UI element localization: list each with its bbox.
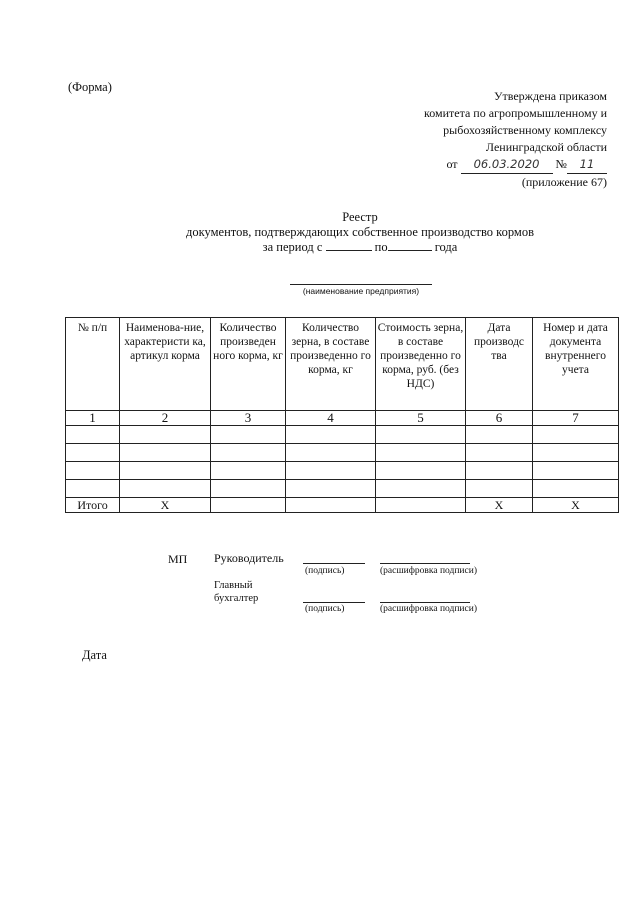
enterprise-name-block	[290, 274, 432, 296]
table-cell[interactable]	[533, 426, 619, 444]
total-row	[66, 498, 619, 513]
table-cell[interactable]	[211, 444, 286, 462]
column-number: 6	[466, 411, 533, 426]
table-row	[66, 426, 619, 444]
table-cell[interactable]	[533, 480, 619, 498]
table-cell[interactable]	[376, 462, 466, 480]
chief-label-line-1: Главный	[214, 580, 253, 591]
period-to-field[interactable]	[388, 250, 432, 251]
total-cell: Х	[120, 498, 211, 513]
header-cell: Наименова-ние, характеристи ка, артикул корма	[120, 318, 211, 411]
table-cell[interactable]	[120, 444, 211, 462]
period-prefix: за период с	[262, 240, 323, 254]
head-decoding-field[interactable]	[380, 551, 470, 564]
table-cell[interactable]	[376, 480, 466, 498]
from-prefix: от	[446, 157, 458, 171]
table-cell[interactable]	[286, 426, 376, 444]
table-cell[interactable]	[286, 462, 376, 480]
table-cell[interactable]	[376, 444, 466, 462]
approval-line-3: рыбохозяйственному комплексу	[443, 123, 607, 137]
approval-line-4: Ленинградской области	[485, 140, 607, 154]
table-cell[interactable]	[66, 426, 120, 444]
table-row	[66, 462, 619, 480]
chief-label-line-2: бухгалтер	[214, 593, 259, 604]
table-cell[interactable]	[66, 462, 120, 480]
register-table	[65, 317, 619, 513]
table-cell[interactable]	[120, 480, 211, 498]
enterprise-name-field[interactable]	[290, 284, 432, 285]
approval-line-2: комитета по агропромышленному и	[424, 106, 607, 120]
stamp-label: МП	[168, 552, 188, 566]
table-row	[66, 444, 619, 462]
period-from-field[interactable]	[326, 250, 372, 251]
header-cell: Стоимость зерна, в составе произведенно го корма, руб. (без НДС)	[376, 318, 466, 411]
column-number: 3	[211, 411, 286, 426]
table-cell[interactable]	[466, 462, 533, 480]
table-cell[interactable]	[120, 462, 211, 480]
total-cell: Х	[533, 498, 619, 513]
approval-line-1: Утверждена приказом	[494, 89, 607, 103]
date-label: Дата	[82, 648, 107, 662]
column-number: 2	[120, 411, 211, 426]
document-title: Реестр	[342, 210, 378, 224]
head-decoding-caption: (расшифровка подписи)	[380, 566, 477, 576]
table-cell[interactable]	[466, 480, 533, 498]
total-label: Итого	[66, 498, 120, 513]
appendix-note: (приложение 67)	[521, 175, 607, 189]
header-row	[66, 318, 619, 411]
approval-date-value: 06.03.2020	[461, 156, 553, 174]
approval-number-value: 11	[567, 156, 607, 174]
table-cell[interactable]	[466, 444, 533, 462]
table-cell[interactable]	[533, 462, 619, 480]
table-cell[interactable]	[466, 426, 533, 444]
table-cell[interactable]	[211, 462, 286, 480]
table-cell[interactable]	[211, 426, 286, 444]
period-line	[0, 240, 640, 255]
chief-decoding-field[interactable]	[380, 590, 470, 603]
head-signature-caption: (подпись)	[305, 566, 345, 576]
header-cell: Дата производс тва	[466, 318, 533, 411]
document-subtitle: документов, подтверждающих собственное производство кормов	[186, 225, 534, 239]
table-cell[interactable]	[286, 480, 376, 498]
table-cell[interactable]	[120, 426, 211, 444]
column-number: 5	[376, 411, 466, 426]
table-row	[66, 480, 619, 498]
header-cell: Количество произведен ного корма, кг	[211, 318, 286, 411]
column-number: 7	[533, 411, 619, 426]
head-label: Руководитель	[214, 551, 284, 565]
header-cell: Номер и дата документа внутреннего учета	[533, 318, 619, 411]
period-suffix: года	[434, 240, 458, 254]
column-number: 4	[286, 411, 376, 426]
head-signature-field[interactable]	[303, 551, 365, 564]
total-cell[interactable]	[286, 498, 376, 513]
table-cell[interactable]	[376, 426, 466, 444]
chief-decoding-caption: (расшифровка подписи)	[380, 604, 477, 614]
approval-date-line	[307, 156, 607, 174]
header-cell: Количество зерна, в составе произведенно го корма, кг	[286, 318, 376, 411]
enterprise-caption: (наименование предприятия)	[302, 286, 420, 296]
total-cell[interactable]	[376, 498, 466, 513]
form-label: (Форма)	[68, 80, 112, 94]
chief-signature-field[interactable]	[303, 590, 365, 603]
column-number-row	[66, 411, 619, 426]
column-number: 1	[66, 411, 120, 426]
table-cell[interactable]	[66, 444, 120, 462]
table-cell[interactable]	[286, 444, 376, 462]
total-cell: Х	[466, 498, 533, 513]
header-cell: № п/п	[66, 318, 120, 411]
total-cell[interactable]	[211, 498, 286, 513]
approval-block	[307, 88, 607, 191]
table-cell[interactable]	[66, 480, 120, 498]
table-cell[interactable]	[211, 480, 286, 498]
period-mid: по	[374, 240, 388, 254]
chief-signature-caption: (подпись)	[305, 604, 345, 614]
number-prefix: №	[555, 157, 567, 171]
table-cell[interactable]	[533, 444, 619, 462]
